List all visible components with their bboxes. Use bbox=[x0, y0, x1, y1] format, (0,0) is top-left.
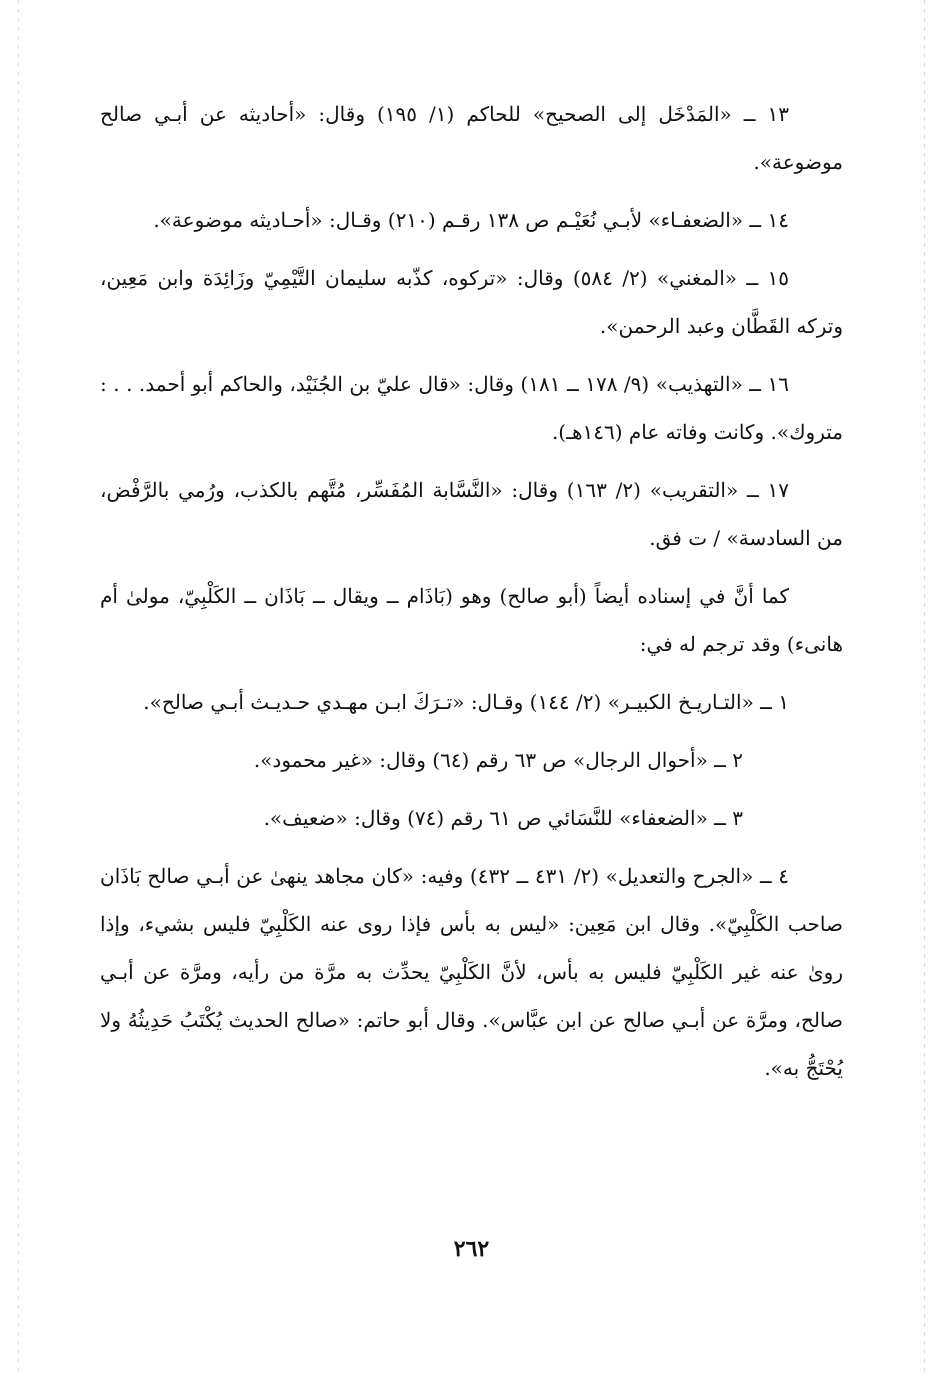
entry-14: ١٤ ــ «الضعفـاء» لأبـي نُعَيْـم ص ١٣٨ رقـم (٢١٠) وقـال: «أحـاديثه موضوعة». bbox=[153, 208, 789, 232]
entry-2: ٢ ــ «أحوال الرجال» ص ٦٣ رقم (٦٤) وقال: «غير محمود». bbox=[253, 748, 743, 772]
entry-15: ١٥ ــ «المغني» (٢/ ٥٨٤) وقال: «تركوه، كذّبه سليمان التَّيْمِيّ وزَائِدَة وابن مَعِين، وتركه القَطَّان وعبد الرحمن». bbox=[100, 266, 843, 338]
entry-3: ٣ ــ «الضعفاء» للنَّسَائي ص ٦١ رقم (٧٤) وقال: «ضعيف». bbox=[263, 806, 743, 830]
entry-17: ١٧ ــ «التقريب» (٢/ ١٦٣) وقال: «النَّسَّابة المُفَسِّر، مُتَّهم بالكذب، ورُمي بالرَّفْض، من السادسة» / ت فق. bbox=[100, 478, 843, 550]
right-scan-edge bbox=[924, 0, 925, 1375]
page-number: ٢٦٢ bbox=[453, 1236, 490, 1262]
entry-16: ١٦ ــ «التهذيب» (٩/ ١٧٨ ــ ١٨١) وقال: «قال عليّ بن الجُنَيْد، والحاكم أبو أحمد. . . : متروك». وكانت وفاته عام (١٤٦هـ). bbox=[100, 372, 843, 444]
left-scan-edge bbox=[18, 0, 19, 1375]
entry-1: ١ ــ «التـاريـخ الكبيـر» (٢/ ١٤٤) وقـال: «تـرَكَ ابـن مهـدي حـديـث أبـي صالح». bbox=[143, 690, 789, 714]
entry-13: ١٣ ــ «المَدْخَل إلى الصحيح» للحاكم (١/ ١٩٥) وقال: «أحاديثه عن أبـي صالح موضوعة». bbox=[100, 102, 843, 174]
intro-paragraph: كما أنَّ في إسناده أيضاً (أبو صالح) وهو (بَاذَام ــ ويقال ــ بَاذَان ــ الكَلْبِيّ، مولىٰ أم هانىء) وقد ترجم له في: bbox=[100, 584, 843, 656]
page-body bbox=[100, 90, 843, 1102]
entry-4: ٤ ــ «الجرح والتعديل» (٢/ ٤٣١ ــ ٤٣٢) وفيه: «كان مجاهد ينهىٰ عن أبـي صالح بَاذَان صاحب الكَلْبِيّ». وقال ابن مَعِين: «ليس به بأس فإذا روى عنه الكَلْبِيّ فليس بشيء، وإذا روىٰ عنه غير الكَلْبِيّ فليس به بأس، لأنَّ الكَلْبِيّ يحدِّث به مرَّة من رأيه، ومرَّة عن أبـي صالح، ومرَّة عن أبـي صالح عن ابن عبَّاس». وقال أبو حاتم: «صالح الحديث يُكْتَبُ حَدِيثُهُ ولا يُحْتَجُّ به». bbox=[100, 864, 843, 1080]
